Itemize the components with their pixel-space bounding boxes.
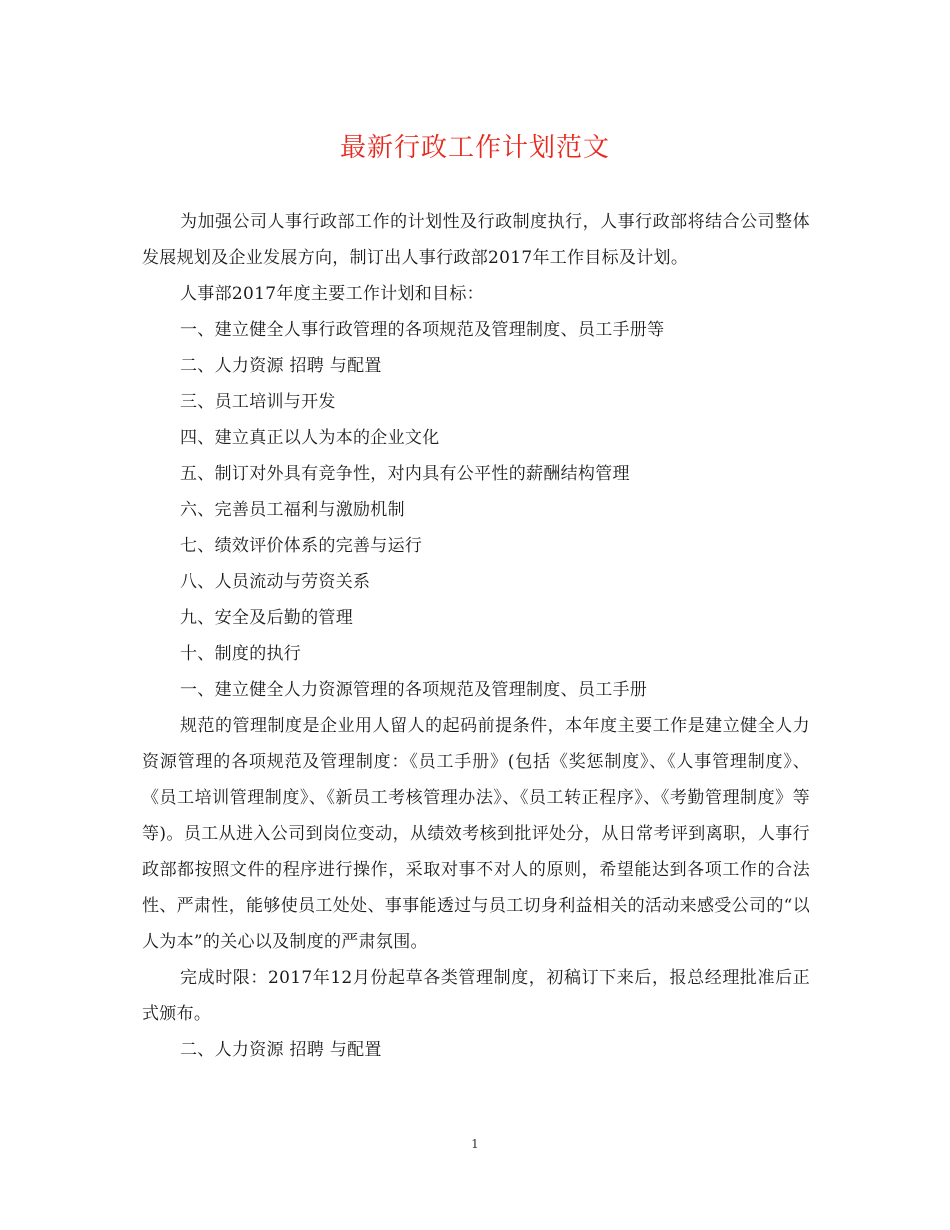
plan-item-4: 四、建立真正以人为本的企业文化: [180, 428, 440, 448]
intro-paragraph: 为加强公司人事行政部工作的计划性及行政制度执行，人事行政部将结合公司整体发展规划及企业发展方向，制订出人事行政部2017年工作目标及计划。: [142, 212, 810, 268]
page-number: 1: [471, 1137, 479, 1151]
document-body: [142, 204, 810, 1068]
plan-item-1: 一、建立健全人事行政管理的各项规范及管理制度、员工手册等: [180, 320, 665, 340]
plan-item-9: 九、安全及后勤的管理: [180, 608, 353, 628]
deadline-paragraph: 完成时限：2017年12月份起草各类管理制度，初稿订下来后，报总经理批准后正式颁布。: [142, 968, 810, 1024]
plan-item-8: 八、人员流动与劳资关系: [180, 572, 371, 592]
document-title: 最新行政工作计划范文: [339, 133, 610, 163]
plan-item-7: 七、绩效评价体系的完善与运行: [180, 536, 423, 556]
section-1-body: 规范的管理制度是企业用人留人的起码前提条件，本年度主要工作是建立健全人力资源管理的各项规范及管理制度：《员工手册》(包括《奖惩制度》、《人事管理制度》、《员工培训管理制度》、《新员工考核管理办法》、《员工转正程序》、《考勤管理制度》等等)。员工从进入公司到岗位变动，从绩效考核到批评处分，从日常考评到离职，人事行政部都按照文件的程序进行操作，采取对事不对人的原则，希望能达到各项工作的合法性、严肃性，能够使员工处处、事事能透过与员工切身利益相关的活动来感受公司的“以人为本”的关心以及制度的严肃氛围。: [142, 716, 810, 952]
plan-item-5: 五、制订对外具有竞争性，对内具有公平性的薪酬结构管理: [180, 464, 630, 484]
plan-item-2: 二、人力资源 招聘 与配置: [180, 356, 382, 376]
plan-item-10: 十、制度的执行: [180, 644, 302, 664]
section-heading-1: 一、建立健全人力资源管理的各项规范及管理制度、员工手册: [180, 680, 648, 700]
plan-heading: 人事部2017年度主要工作计划和目标：: [180, 284, 484, 304]
section-heading-2: 二、人力资源 招聘 与配置: [180, 1040, 382, 1060]
plan-item-6: 六、完善员工福利与激励机制: [180, 500, 405, 520]
plan-item-3: 三、员工培训与开发: [180, 392, 336, 412]
